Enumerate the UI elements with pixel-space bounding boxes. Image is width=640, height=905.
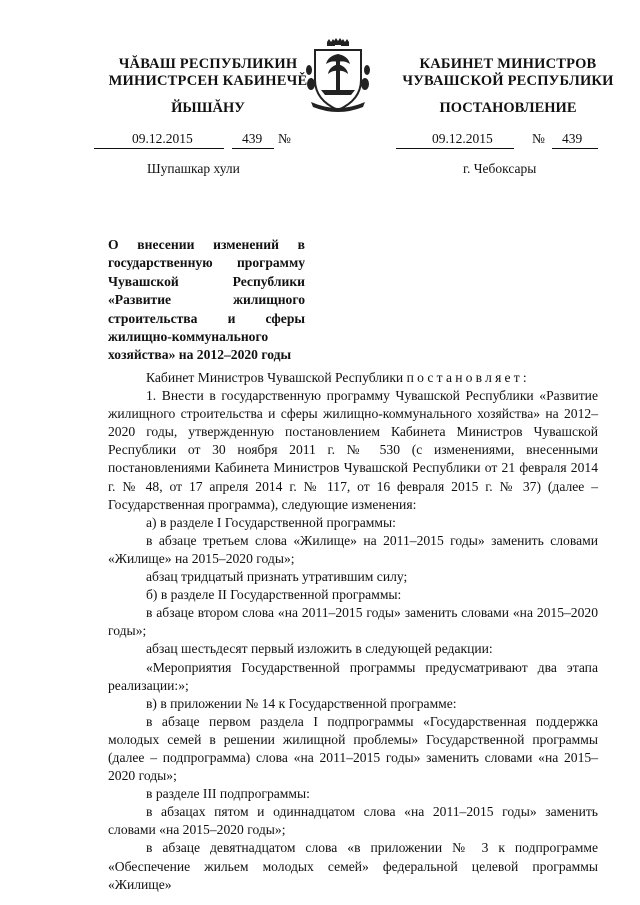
body-paragraph: б) в разделе II Государственной программы: xyxy=(146,587,402,603)
body-paragraph: абзац тридцатый признать утратившим силу; xyxy=(146,569,408,585)
intro-spaced: постановляет: xyxy=(406,370,530,385)
body-paragraph: «Мероприятия Государственной программы предусматривают два этапа реализации:»; xyxy=(108,659,598,693)
left-number-line xyxy=(94,131,344,149)
body-paragraph: в абзаце третьем слова «Жилище» на 2011–2015 годы» заменить словами «Жилище» на 2015–2020 годы»; xyxy=(108,532,598,566)
header-right-line1: КАБИНЕТ МИНИСТРОВ xyxy=(419,56,597,72)
body-paragraph: в абзаце девятнадцатом слова «в приложении № 3 к подпрограмме «Обеспечение жильем молодых семей» федеральной целевой программы «Жилище» xyxy=(108,840,598,892)
right-number-sign: № xyxy=(532,131,545,146)
body-paragraph: в разделе III подпрограммы: xyxy=(146,786,310,802)
left-place: Шупашкар хули xyxy=(147,161,240,176)
body-paragraph: в) в приложении № 14 к Государственной программе: xyxy=(146,695,457,711)
left-number: 439 xyxy=(242,131,263,146)
body-paragraph: абзац шестьдесят первый изложить в следующей редакции: xyxy=(146,641,493,657)
header-right-line2: ЧУВАШСКОЙ РЕСПУБЛИКИ xyxy=(402,73,614,89)
body-paragraph: в абзаце первом раздела I подпрограммы «Государственная поддержка молодых семей в решении жилищной проблемы» Государственной программы (далее – подпрограмма) слова «на 2011–2015 годы» заменить словами «на 2015–2020 годы»; xyxy=(108,713,598,784)
left-number-sign: № xyxy=(278,131,291,146)
right-place: г. Чебоксары xyxy=(463,161,537,176)
intro-prefix: Кабинет Министров Чувашской Республики xyxy=(146,370,407,385)
header-left-doc-type: ЙЫШĂНУ xyxy=(171,100,245,116)
header-left xyxy=(88,56,328,90)
chuvash-coat-of-arms-icon xyxy=(301,38,375,114)
right-number: 439 xyxy=(562,131,583,146)
document-title: О внесении изменений в государственную программу Чувашской Республики «Развитие жилищного строительства и сферы жилищно-коммунального хозяйства» на 2012–2020 годы xyxy=(108,237,305,363)
document-body xyxy=(108,369,598,894)
header-right-doc-type: ПОСТАНОВЛЕНИЕ xyxy=(439,100,577,116)
left-date: 09.12.2015 xyxy=(132,131,193,146)
intro-paragraph xyxy=(108,369,598,387)
header-right xyxy=(388,56,628,90)
body-paragraph: а) в разделе I Государственной программы: xyxy=(146,514,396,530)
right-date: 09.12.2015 xyxy=(432,131,493,146)
body-paragraph: в абзацах пятом и одиннадцатом слова «на 2011–2015 годы» заменить словами «на 2015–2020 годы»; xyxy=(108,804,598,838)
right-number-line xyxy=(396,131,604,149)
body-paragraph: в абзаце втором слова «на 2011–2015 годы» заменить словами «на 2015–2020 годы»; xyxy=(108,605,598,639)
header-left-line2: МИНИСТРСЕН КАБИНЕЧĚ xyxy=(108,73,308,89)
header-left-line1: ЧĂВАШ РЕСПУБЛИКИН xyxy=(118,56,298,72)
body-paragraph: 1. Внести в государственную программу Чувашской Республики «Развитие жилищного строительства и сферы жилищно-коммунального хозяйства» на 2012–2020 годы, утвержденную постановлением Кабинета Министров Чувашской Республики от 30 ноября 2011 г. № 530 (с изменениями, внесенными постановлениями Кабинета Министров Чувашской Республики от 21 февраля 2014 г. № 48, от 17 апреля 2014 г. № 117, от 16 февраля 2015 г. № 37) (далее – Государственная программа), следующие изменения: xyxy=(108,388,598,512)
